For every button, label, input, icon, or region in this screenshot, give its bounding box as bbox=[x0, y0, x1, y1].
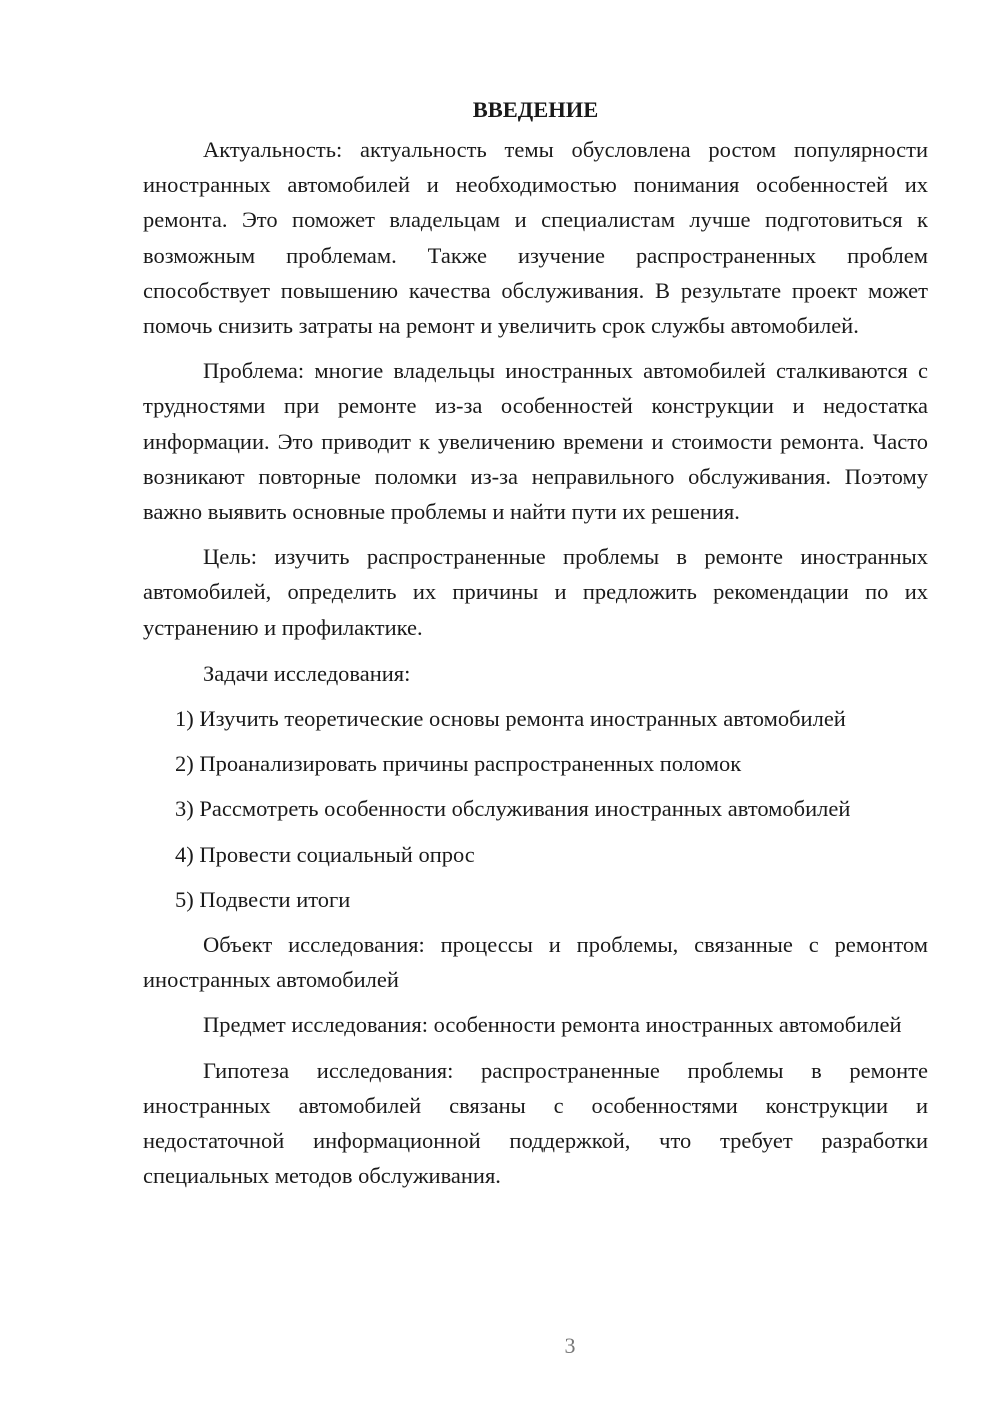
list-item: 3) Рассмотреть особенности обслуживания иностранных автомобилей bbox=[175, 796, 851, 822]
paragraph-problem: Проблема: многие владельцы иностранных автомобилей сталкиваются с трудностями при ремонте из-за особенностей конструкции и недостатка информации. Это приводит к увеличению времени и стоимости ремонта. Часто возникают повторные поломки из-за неправильного обслуживания. Поэтому важно выявить основные проблемы и найти пути их решения. bbox=[143, 358, 928, 525]
section-title: ВВЕДЕНИЕ bbox=[472, 97, 599, 122]
tasks-heading: Задачи исследования: bbox=[203, 660, 411, 686]
list-item: 2) Проанализировать причины распространенных поломок bbox=[175, 751, 742, 777]
page-content bbox=[143, 96, 928, 1193]
list-item: 5) Подвести итоги bbox=[175, 886, 351, 912]
page-number: 3 bbox=[564, 1333, 576, 1358]
paragraph-hypothesis: Гипотеза исследования: распространенные проблемы в ремонте иностранных автомобилей связаны с особенностями конструкции и недостаточной информационной поддержкой, что требует разработки специальных методов обслуживания. bbox=[143, 1057, 928, 1189]
paragraph-relevance: Актуальность: актуальность темы обусловлена ростом популярности иностранных автомобилей и необходимостью понимания особенностей их ремонта. Это поможет владельцам и специалистам лучше подготовиться к возможным проблемам. Также изучение распространенных проблем способствует повышению качества обслуживания. В результате проект может помочь снизить затраты на ремонт и увеличить срок службы автомобилей. bbox=[143, 137, 928, 339]
paragraph-object: Объект исследования: процессы и проблемы, связанные с ремонтом иностранных автомобилей bbox=[143, 932, 928, 993]
paragraph-subject: Предмет исследования: особенности ремонта иностранных автомобилей bbox=[203, 1012, 902, 1038]
tasks-list bbox=[143, 701, 928, 917]
paragraph-goal: Цель: изучить распространенные проблемы в ремонте иностранных автомобилей, определить их причины и предложить рекомендации по их устранению и профилактике. bbox=[143, 544, 928, 640]
list-item: 1) Изучить теоретические основы ремонта иностранных автомобилей bbox=[175, 706, 846, 732]
list-item: 4) Провести социальный опрос bbox=[175, 841, 475, 867]
